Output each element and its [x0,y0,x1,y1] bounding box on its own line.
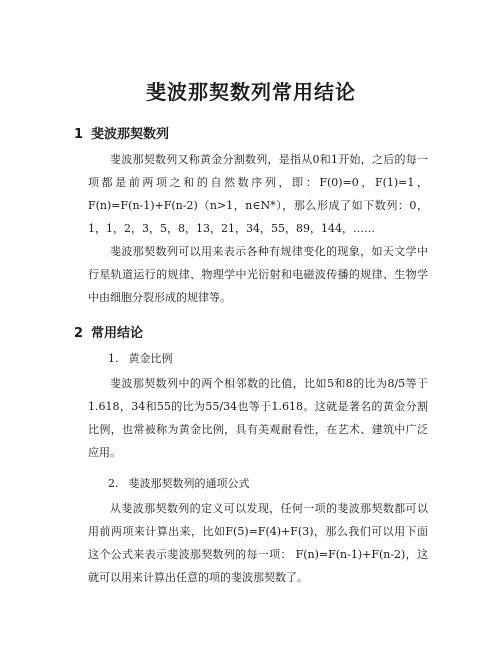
document-title: 斐波那契数列常用结论 [146,80,356,104]
section-1-paragraph-1: 斐波那契数列又称黄金分割数列，是指从0和1开始，之后的每一项都是前两项之和的自然数序列，即：F(0)=0，F(1)=1，F(n)=F(n-1)+F(n-2)（n>1，n∈N*），那么形成了如下数列：0，1，1，2，3，5，8，13，21，34，55，89，144，…… [88,153,428,235]
section-2-number: 2 [74,326,84,341]
section-1-paragraph-2: 斐波那契数列可以用来表示各种有规律变化的现象，如天文学中行星轨道运行的规律、物理学中光衍射和电磁波传播的规律、生物学中由细胞分裂形成的规律等。 [88,245,428,304]
section-1-title: 斐波那契数列 [91,127,170,142]
section-1-heading [74,123,169,142]
subsection-1-paragraph: 斐波那契数列中的两个相邻数的比值，比如5和8的比为8/5等于1.618，34和55的比为55/34也等于1.618。这就是著名的黄金分割比例，也常被称为黄金比例，具有美观耐看性，在艺术、建筑中广泛应用。 [88,377,428,459]
section-1-number: 1 [74,127,84,142]
subsection-2-heading [108,475,250,491]
section-2-heading [74,322,143,341]
subsection-1-heading [108,350,173,366]
subsection-2-title: 斐波那契数列的通项公式 [128,477,250,490]
subsection-1-title: 黄金比例 [128,352,173,365]
subsection-2-paragraph: 从斐波那契数列的定义可以发现，任何一项的斐波那契数都可以用前两项来计算出来，比如F(5)=F(4)+F(3)，那么我们可以用下面这个公式来表示斐波那契数列的每一项： F(n)=F(n-1)+F(n-2)，这就可以用来计算出任意的项的斐波那契数了。 [88,502,428,584]
subsection-1-number: 1. [108,352,119,365]
subsection-2-number: 2. [108,477,119,490]
section-2-title: 常用结论 [91,326,144,341]
